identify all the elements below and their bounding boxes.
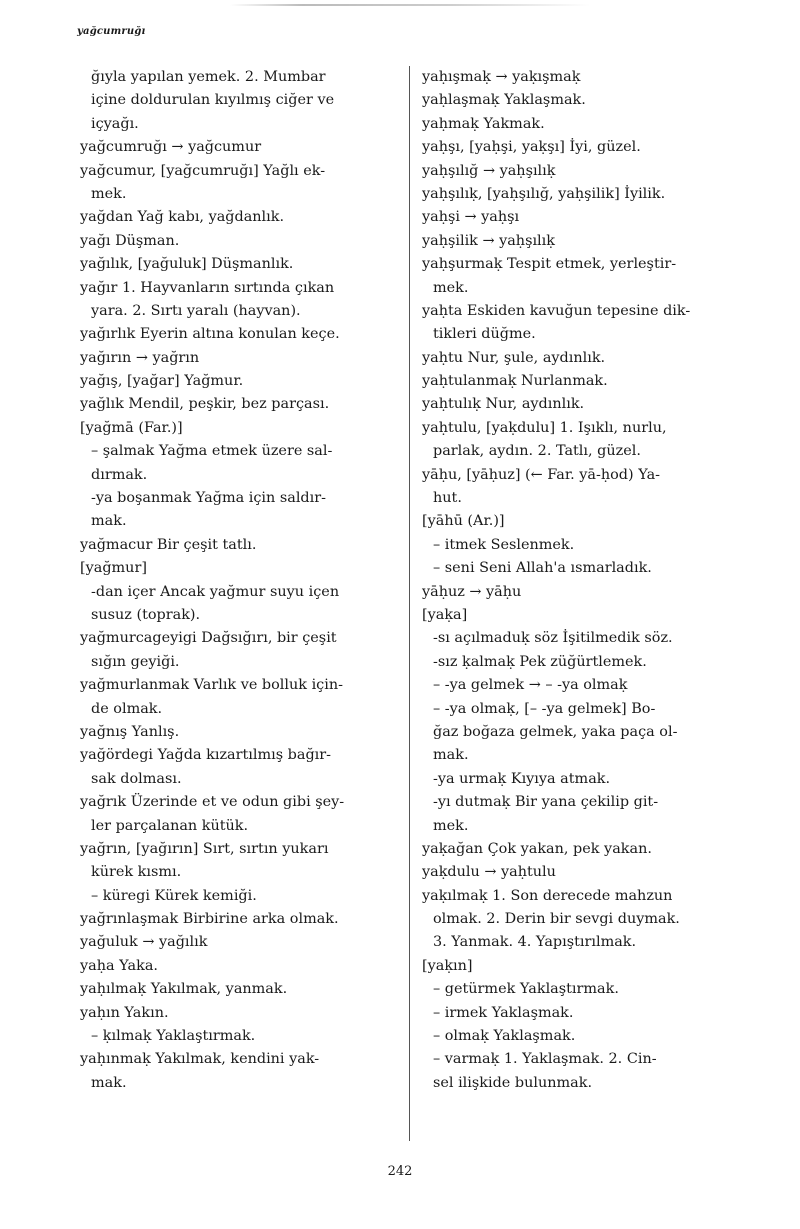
entry-line: tikleri düğme.	[433, 326, 536, 343]
entry-line: – ḳılmaḳ Yaklaştırmak.	[91, 1028, 256, 1045]
entry-line: [yağmur]	[80, 560, 147, 577]
entry-line: -sı açılmaduḳ söz İşitilmedik söz.	[433, 630, 673, 647]
entry-line: mak.	[433, 747, 469, 764]
entry-line: yağuluk → yağılık	[80, 934, 208, 951]
entry-line: yağcumruğı → yağcumur	[80, 139, 262, 156]
entry-line: yāḥuz → yāḥu	[422, 583, 522, 600]
entry-line: yağrık Üzerinde et ve odun gibi şey-	[80, 794, 345, 811]
entry-line: yaḥta Eskiden kavuğun tepesine dik-	[422, 302, 691, 319]
entry-line: ğaz boğaza gelmek, yaka paça ol-	[433, 723, 678, 740]
entry-line: yaḥışmaḳ → yaḳışmaḳ	[422, 69, 581, 85]
entry-line: mek.	[433, 279, 469, 296]
entry-line: yaḥşilik → yaḥşılıḳ	[422, 232, 555, 249]
entry-line: yaḥınmaḳ Yakılmak, kendini yak-	[80, 1051, 320, 1068]
entry-line: yaḥşı, [yaḥşi, yaḳşı] İyi, güzel.	[422, 139, 641, 156]
entry-line: ler parçalanan kütük.	[91, 817, 249, 834]
entry-line: yāḥu, [yāḥuz] (← Far. yā-ḥod) Ya-	[422, 466, 661, 483]
entry-line: yağrınlaşmak Birbirine arka olmak.	[80, 911, 339, 928]
entry-line: olmak. 2. Derin bir sevgi duymak.	[433, 911, 680, 928]
entry-line: yağrın, [yağırın] Sırt, sırtın yukarı	[80, 840, 329, 857]
entry-line: mak.	[91, 513, 127, 530]
entry-line: mek.	[433, 817, 469, 834]
entry-line: mak.	[91, 1074, 127, 1091]
entry-line: – olmaḳ Yaklaşmak.	[433, 1028, 576, 1045]
right-column	[422, 66, 752, 1095]
entry-line: yara. 2. Sırtı yaralı (hayvan).	[91, 302, 301, 319]
entry-line: yaḥşi → yaḥşı	[422, 209, 520, 226]
entry-line: – -ya olmaḳ, [– -ya gelmek] Bo-	[433, 700, 656, 717]
entry-line: -ya boşanmak Yağma için saldır-	[91, 490, 326, 507]
entry-line: yaḳılmaḳ 1. Son derecede mahzun	[422, 887, 673, 904]
entry-line: içyağı.	[91, 115, 139, 132]
entry-line: yaḥtulanmaḳ Nurlanmak.	[422, 373, 608, 390]
entry-line: [yaḳın]	[422, 957, 473, 974]
entry-line: yağı Düşman.	[80, 232, 180, 249]
entry-line: içine doldurulan kıyılmış ciğer ve	[91, 92, 335, 109]
entry-line: -yı dutmaḳ Bir yana çekilip git-	[433, 794, 659, 811]
entry-line: sel ilişkide bulunmak.	[433, 1074, 593, 1091]
entry-line: yaḥtulıḳ Nur, aydınlık.	[422, 396, 585, 413]
left-column	[80, 66, 398, 1095]
entry-line: – irmek Yaklaşmak.	[433, 1004, 574, 1021]
entry-line: [yağmā (Far.)]	[80, 419, 183, 436]
entry-line: yaḥlaşmaḳ Yaklaşmak.	[422, 92, 586, 109]
entry-line: kürek kısmı.	[91, 864, 182, 881]
entry-line: – itmek Seslenmek.	[433, 536, 575, 553]
entry-line: yağır 1. Hayvanların sırtında çıkan	[80, 279, 335, 296]
entry-line: – getürmek Yaklaştırmak.	[433, 981, 619, 998]
entry-line: yağış, [yağar] Yağmur.	[80, 373, 244, 390]
entry-line: yağırın → yağrın	[80, 349, 200, 366]
entry-line: 3. Yanmak. 4. Yapıştırılmak.	[433, 934, 637, 951]
entry-line: – varmaḳ 1. Yaklaşmak. 2. Cin-	[433, 1051, 657, 1068]
entry-line: [yaḳa]	[422, 606, 468, 623]
entry-line: parlak, aydın. 2. Tatlı, güzel.	[433, 443, 641, 460]
scan-artifact	[230, 4, 590, 6]
entry-line: yaḥtu Nur, şule, aydınlık.	[422, 349, 606, 366]
entry-line: susuz (toprak).	[91, 606, 201, 623]
entry-line: mek.	[91, 185, 127, 202]
entry-line: sak dolması.	[91, 770, 182, 787]
entry-line: [yāhū (Ar.)]	[422, 513, 505, 530]
entry-line: yaḥtulu, [yaḳdulu] 1. Işıklı, nurlu,	[422, 419, 667, 436]
entry-line: yağlık Mendil, peşkir, bez parçası.	[80, 396, 330, 413]
entry-line: -ya urmaḳ Kıyıya atmak.	[433, 770, 611, 787]
entry-line: yaḥın Yakın.	[80, 1004, 169, 1021]
entry-line: yaḥşurmaḳ Tespit etmek, yerleştir-	[422, 256, 677, 273]
entry-line: yaḥmaḳ Yakmak.	[422, 115, 545, 132]
entry-line: yaḥa Yaka.	[80, 957, 158, 974]
entry-line: yağcumur, [yağcumruğı] Yağlı ek-	[80, 162, 326, 179]
entry-line: yağdan Yağ kabı, yağdanlık.	[80, 209, 285, 226]
entry-line: yağördegi Yağda kızartılmış bağır-	[80, 747, 332, 764]
entry-line: sığın geyiği.	[91, 653, 180, 670]
entry-line: yaḥşılığ → yaḥşılıḳ	[422, 162, 556, 179]
entry-line: yaḳdulu → yaḥtulu	[422, 864, 556, 881]
page-number: 242	[387, 1164, 413, 1179]
running-head: yağcumruğı	[77, 26, 146, 37]
entry-line: hut.	[433, 490, 462, 507]
entry-line: yağnış Yanlış.	[80, 723, 180, 740]
entry-line: -dan içer Ancak yağmur suyu içen	[91, 583, 340, 600]
entry-line: – küregi Kürek kemiği.	[91, 887, 257, 904]
entry-line: yaḳağan Çok yakan, pek yakan.	[422, 840, 652, 857]
entry-line: – -ya gelmek → – -ya olmaḳ	[433, 677, 628, 694]
entry-line: de olmak.	[91, 700, 163, 717]
entry-line: yağılık, [yağuluk] Düşmanlık.	[80, 256, 294, 273]
entry-line: yağmurcageyigi Dağsığırı, bir çeşit	[80, 630, 337, 647]
entry-line: yaḥşılıḳ, [yaḥşılığ, yaḥşilik] İyilik.	[422, 185, 666, 202]
entry-line: yağırlık Eyerin altına konulan keçe.	[80, 326, 340, 343]
entry-line: yağmurlanmak Varlık ve bolluk için-	[80, 677, 343, 694]
entry-line: yaḥılmaḳ Yakılmak, yanmak.	[80, 981, 288, 998]
entry-line: – şalmak Yağma etmek üzere sal-	[91, 443, 333, 460]
column-divider	[409, 66, 410, 1141]
entry-line: yağmacur Bir çeşit tatlı.	[80, 536, 257, 553]
entry-line: – seni Seni Allah'a ısmarladık.	[433, 560, 652, 577]
entry-line: -sız ḳalmaḳ Pek züğürtlemek.	[433, 653, 647, 670]
entry-line: dırmak.	[91, 466, 148, 483]
entry-line: ğıyla yapılan yemek. 2. Mumbar	[91, 69, 326, 85]
